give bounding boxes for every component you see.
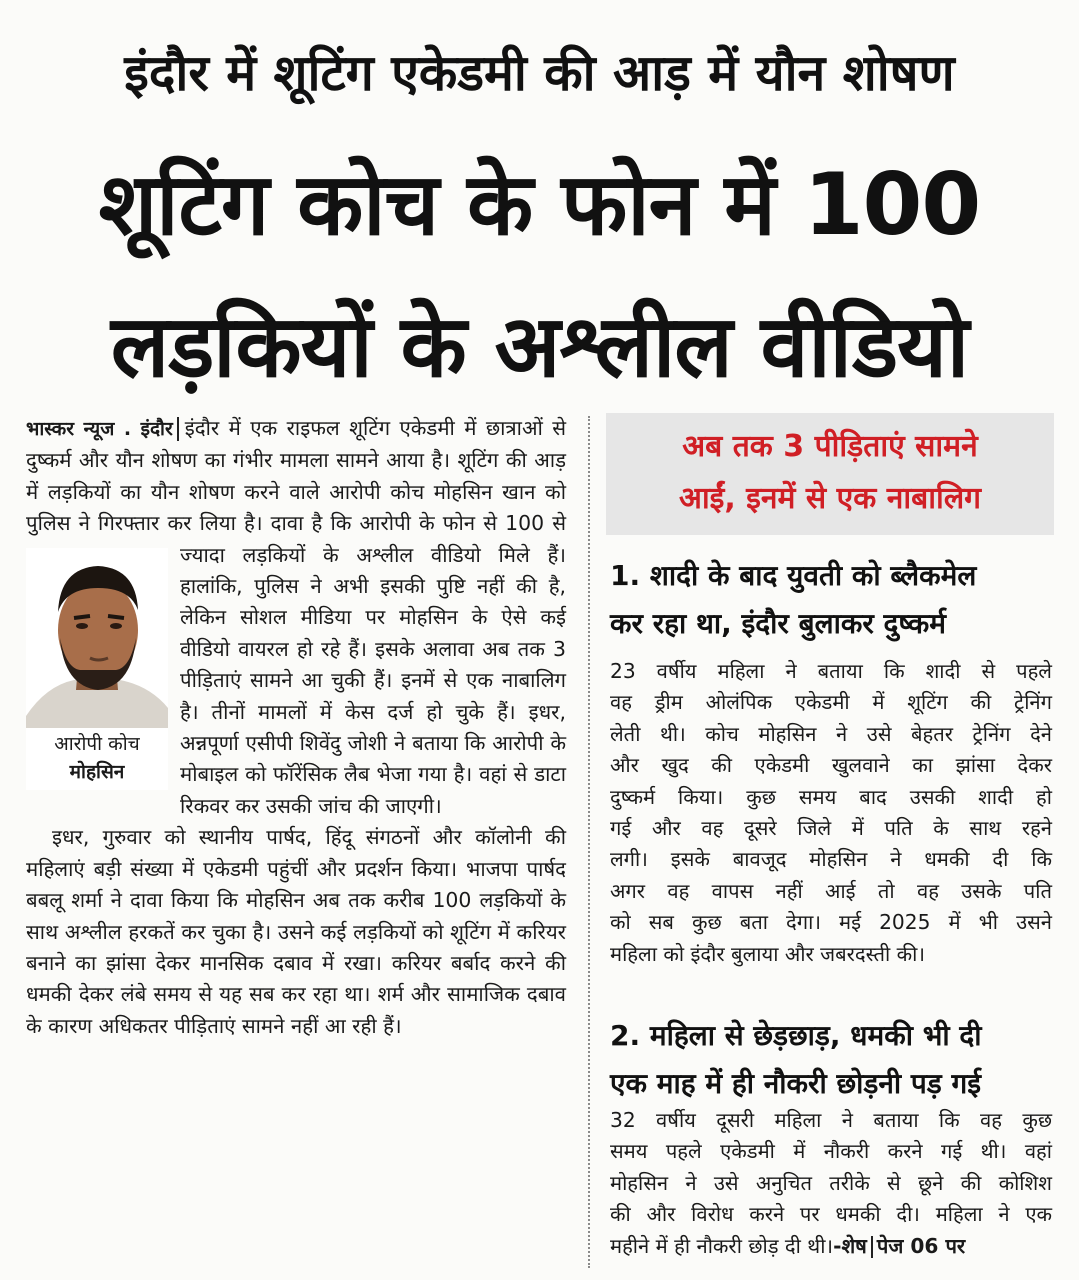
case1-line: लेती थी। कोच मोहसिन ने उसे बेहतर ट्रेनिंग देने xyxy=(610,721,1052,746)
case2-title xyxy=(610,1012,1060,1108)
main-article xyxy=(26,413,566,1042)
highlight-box xyxy=(606,413,1054,535)
highlight-line2: आईं, इनमें से एक नाबालिग xyxy=(678,481,982,516)
case1-line: और खुद की एकेडमी खुलवाने का झांसा देकर xyxy=(610,753,1052,778)
highlight-line1: अब तक 3 पीड़िताएं सामने xyxy=(682,429,978,464)
case2-last-line xyxy=(610,1231,1052,1262)
main-headline-line2: लड़कियों के अश्लील वीडियो xyxy=(110,297,969,397)
case1-line: गई और वह दूसरे जिले में पति के साथ रहने xyxy=(610,816,1052,841)
case1-title-line2: कर रहा था, इंदौर बुलाकर दुष्कर्म xyxy=(610,607,946,640)
article-para1-text: इंदौर में एक राइफल शूटिंग एकेडमी में छात्राओं से दुष्कर्म और यौन शोषण का गंभीर मामला सामने आया है। शूटिंग की आड़ में लड़कियों का यौन शोषण करने वाले आरोपी कोच मोहसिन खान को पुलिस ने गिरफ्तार कर लिया है। दावा है कि आरोपी के फोन से 100 से ज्यादा लड़कियों के अश्लील वीडियो मिले xyxy=(26,416,566,567)
case2-line: समय पहले एकेडमी में नौकरी करने गई थी। वहां xyxy=(610,1139,1052,1164)
continued-label: -शेष xyxy=(833,1233,867,1258)
case1-line: महिला को इंदौर बुलाया और जबरदस्ती की। xyxy=(610,941,926,966)
continued-page: पेज 06 पर xyxy=(876,1233,966,1258)
photo-caption-role: आरोपी कोच xyxy=(54,732,140,755)
kicker-headline: इंदौर में शूटिंग एकेडमी की आड़ में यौन शोषण xyxy=(124,44,955,102)
jump-separator xyxy=(871,1236,873,1258)
main-headline-line1: शूटिंग कोच के फोन में 100 xyxy=(98,155,981,255)
photo-caption-name: मोहसिन xyxy=(69,760,125,783)
article-para1-rest: हैं। हालांकि, पुलिस ने अभी इसकी पुष्टि नहीं की है, लेकिन सोशल मीडिया पर मोहसिन के ऐसे कई वीडियो वायरल हो रहे हैं। इसके अलावा अब तक 3 पीड़िताएं सामने आ चुकी हैं। इनमें से एक नाबालिग है। तीनों मामलों में केस दर्ज हो चुके हैं। इधर, अन्नपूर्णा एसीपी शिवेंदु जोशी ने बताया कि आरोपी के मोबाइल को फॉरेंसिक लैब भेजा गया है। वहां से डाटा रिकवर कर उसकी जांच की जाएगी। xyxy=(180,542,566,818)
case2-title-line1: 2. महिला से छेड़छाड़, धमकी भी दी xyxy=(610,1019,982,1052)
accused-photo xyxy=(26,548,168,790)
case1-line: दुष्कर्म किया। कुछ समय बाद उसकी शादी हो xyxy=(610,784,1052,809)
byline-separator xyxy=(177,417,179,441)
case1-line: अगर वह वापस नहीं आई तो वह उसके पति xyxy=(610,878,1052,903)
case1-line: लगी। इसके बावजूद मोहसिन ने धमकी दी कि xyxy=(610,847,1052,872)
case1-line: 23 वर्षीय महिला ने बताया कि शादी से पहले xyxy=(610,659,1052,683)
case2-line: मोहसिन ने उसे अनुचित तरीके से छूने की कोशिश xyxy=(610,1170,1052,1195)
accused-photo-image xyxy=(26,548,168,728)
case2-line: 32 वर्षीय दूसरी महिला ने बताया कि वह कुछ xyxy=(610,1108,1052,1132)
case1-title xyxy=(610,552,1060,648)
case1-line: वह ड्रीम ओलंपिक एकेडमी में शूटिंग की ट्रेनिंग xyxy=(610,690,1052,715)
article-para2: इधर, गुरुवार को स्थानीय पार्षद, हिंदू संगठनों और कॉलोनी की महिलाएं बड़ी संख्या में एकेडमी पहुंचीं और प्रदर्शन किया। भाजपा पार्षद बबलू शर्मा ने दावा किया कि मोहसिन अब तक करीब 100 लड़कियों के साथ अश्लील हरकतें कर चुका है। उसने कई लड़कियों को शूटिंग में करियर बनाने का झांसा देकर मानसिक दबाव में रखा। करियर बर्बाद करने की धमकी देकर लंबे समय से यह सब कर रहा था। शर्म और सामाजिक दबाव के कारण अधिकतर पीड़िताएं सामने नहीं आ रही हैं। xyxy=(26,825,566,1038)
article-para1 xyxy=(26,413,566,822)
byline: भास्कर न्यूज . इंदौर xyxy=(26,418,173,440)
column-divider xyxy=(588,416,590,1268)
case1-title-line1: 1. शादी के बाद युवती को ब्लैकमेल xyxy=(610,559,977,592)
case2-title-line2: एक माह में ही नौकरी छोड़नी पड़ गई xyxy=(610,1067,982,1100)
case1-body xyxy=(610,656,1052,970)
photo-caption xyxy=(26,730,168,786)
portrait-icon xyxy=(26,548,168,728)
case2-line: की और विरोध करने पर धमकी दी। महिला ने एक xyxy=(610,1202,1052,1227)
case2-body xyxy=(610,1105,1052,1262)
case1-line: को सब कुछ बता देगा। मई 2025 में भी उसने xyxy=(610,910,1052,935)
case2-last-text: महीने में ही नौकरी छोड़ दी थी। xyxy=(610,1233,834,1258)
